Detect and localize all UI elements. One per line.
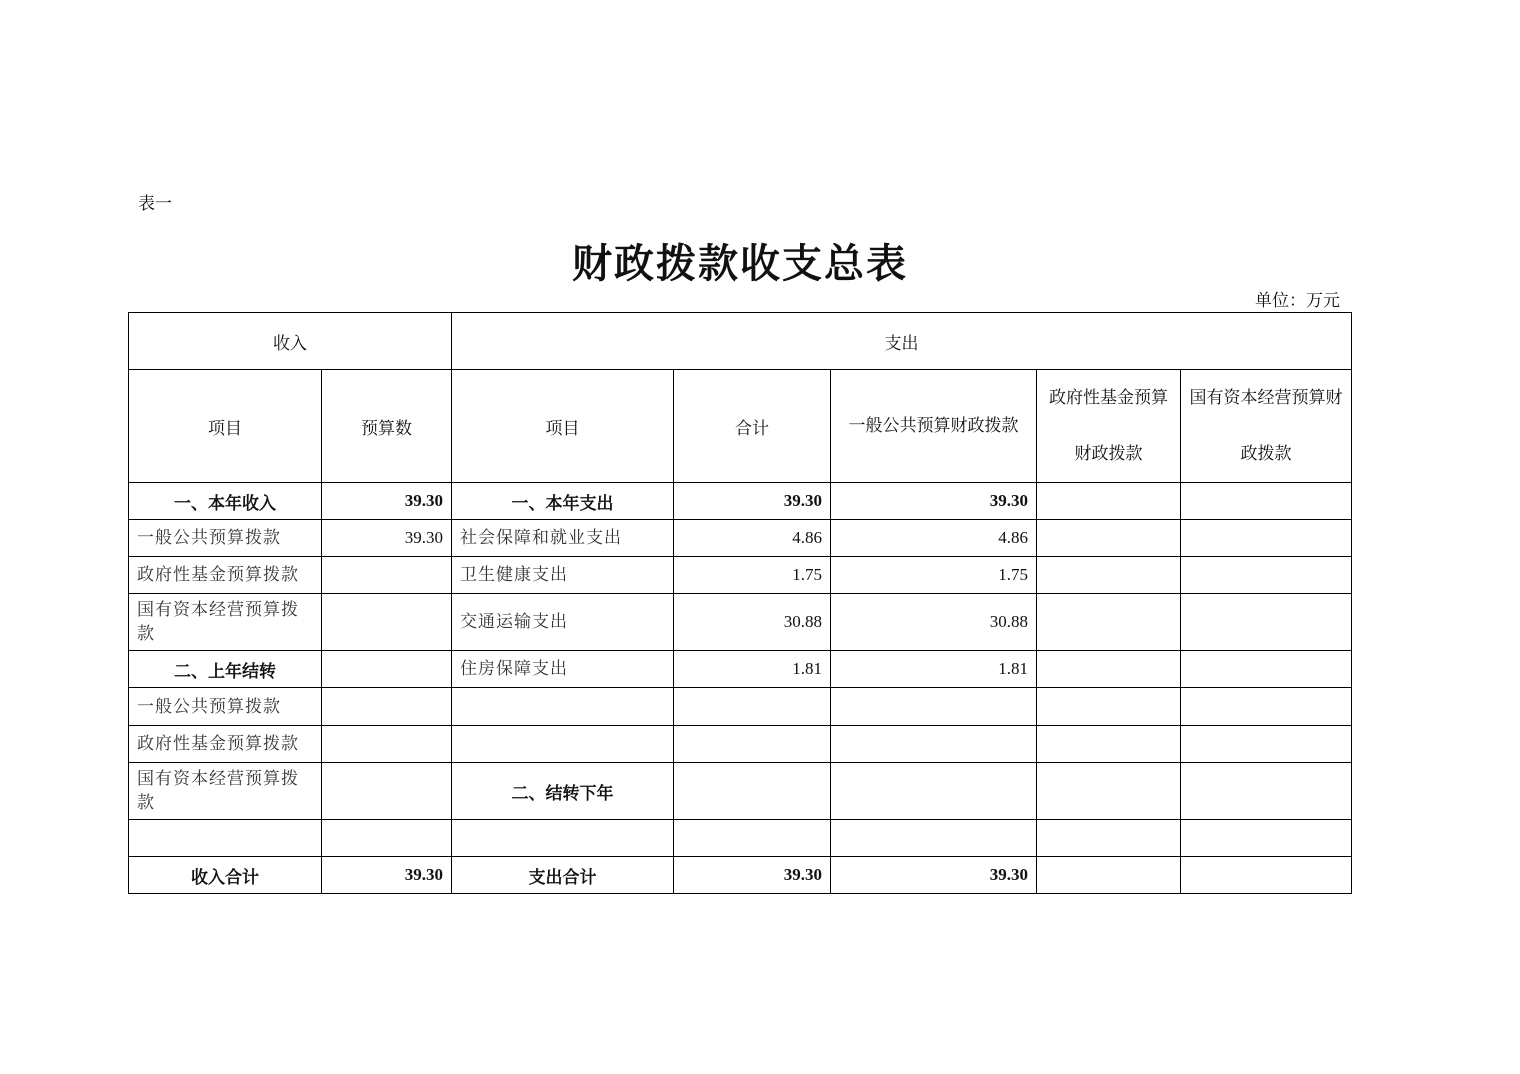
income-budget-cell: 39.30 [322,520,452,557]
expense-state-cell [1181,594,1352,651]
expense-general-total: 39.30 [831,857,1037,894]
expense-item-cell [452,820,674,857]
expense-item-cell: 一、本年支出 [452,483,674,520]
income-item-cell: 国有资本经营预算拨款 [129,763,322,820]
table-row [129,651,1352,688]
income-item-cell [129,820,322,857]
table-row [129,520,1352,557]
expense-total-value: 39.30 [674,857,831,894]
income-item-header: 项目 [129,370,322,483]
expense-fund-cell [1037,594,1181,651]
expense-group-header: 支出 [452,313,1352,370]
fiscal-summary-table [128,312,1352,894]
expense-item-cell: 交通运输支出 [452,594,674,651]
income-budget-cell: 39.30 [322,483,452,520]
expense-total-cell: 1.81 [674,651,831,688]
page-title: 财政拨款收支总表 [572,240,908,287]
expense-general-cell: 4.86 [831,520,1037,557]
expense-fund-cell [1037,557,1181,594]
expense-item-cell [452,726,674,763]
income-item-cell: 一、本年收入 [129,483,322,520]
income-budget-cell [322,651,452,688]
income-item-cell: 一般公共预算拨款 [129,520,322,557]
expense-fund-cell [1037,520,1181,557]
income-budget-cell [322,557,452,594]
income-group-header: 收入 [129,313,452,370]
expense-total-cell: 4.86 [674,520,831,557]
expense-item-cell: 二、结转下年 [452,763,674,820]
expense-general-cell [831,820,1037,857]
expense-state-cell [1181,520,1352,557]
expense-state-cell [1181,726,1352,763]
income-budget-cell [322,594,452,651]
expense-general-cell [831,688,1037,726]
expense-general-cell [831,726,1037,763]
expense-total-cell [674,820,831,857]
income-total-value: 39.30 [322,857,452,894]
expense-state-cell [1181,688,1352,726]
expense-total-cell [674,726,831,763]
expense-general-cell [831,763,1037,820]
expense-total-label: 支出合计 [452,857,674,894]
income-item-cell: 二、上年结转 [129,651,322,688]
expense-item-cell: 住房保障支出 [452,651,674,688]
expense-total-cell [674,688,831,726]
expense-total-cell [674,763,831,820]
income-budget-cell [322,726,452,763]
expense-fund-total [1037,857,1181,894]
expense-item-header: 项目 [452,370,674,483]
income-budget-header: 预算数 [322,370,452,483]
expense-state-cell [1181,763,1352,820]
expense-state-cell [1181,483,1352,520]
table-row [129,726,1352,763]
income-budget-cell [322,688,452,726]
table-number-label: 表一 [138,194,172,214]
expense-state-cell [1181,557,1352,594]
expense-state-cell [1181,820,1352,857]
income-item-cell: 国有资本经营预算拨款 [129,594,322,651]
expense-total-cell: 1.75 [674,557,831,594]
expense-total-cell: 30.88 [674,594,831,651]
expense-general-cell: 1.75 [831,557,1037,594]
income-item-cell: 一般公共预算拨款 [129,688,322,726]
expense-fund-cell [1037,763,1181,820]
table-row [129,763,1352,820]
expense-fund-cell [1037,726,1181,763]
unit-label: 单位：万元 [1255,291,1340,311]
table-row [129,594,1352,651]
expense-item-cell: 社会保障和就业支出 [452,520,674,557]
income-item-cell: 政府性基金预算拨款 [129,557,322,594]
table-row [129,820,1352,857]
table-row [129,483,1352,520]
expense-fund-cell [1037,483,1181,520]
table-row [129,557,1352,594]
expense-item-cell: 卫生健康支出 [452,557,674,594]
expense-state-cell [1181,651,1352,688]
expense-total-cell: 39.30 [674,483,831,520]
expense-general-cell: 30.88 [831,594,1037,651]
table-row [129,688,1352,726]
expense-general-cell: 1.81 [831,651,1037,688]
expense-fund-cell [1037,688,1181,726]
expense-fund-cell [1037,651,1181,688]
income-total-label: 收入合计 [129,857,322,894]
table-row-total [129,857,1352,894]
income-budget-cell [322,820,452,857]
expense-general-header: 一般公共预算财政拨款 [831,370,1037,483]
income-budget-cell [322,763,452,820]
expense-fund-header: 政府性基金预算财政拨款 [1037,370,1181,483]
expense-fund-cell [1037,820,1181,857]
expense-total-header: 合计 [674,370,831,483]
expense-state-header: 国有资本经营预算财政拨款 [1181,370,1352,483]
expense-general-cell: 39.30 [831,483,1037,520]
expense-state-total [1181,857,1352,894]
expense-item-cell [452,688,674,726]
income-item-cell: 政府性基金预算拨款 [129,726,322,763]
